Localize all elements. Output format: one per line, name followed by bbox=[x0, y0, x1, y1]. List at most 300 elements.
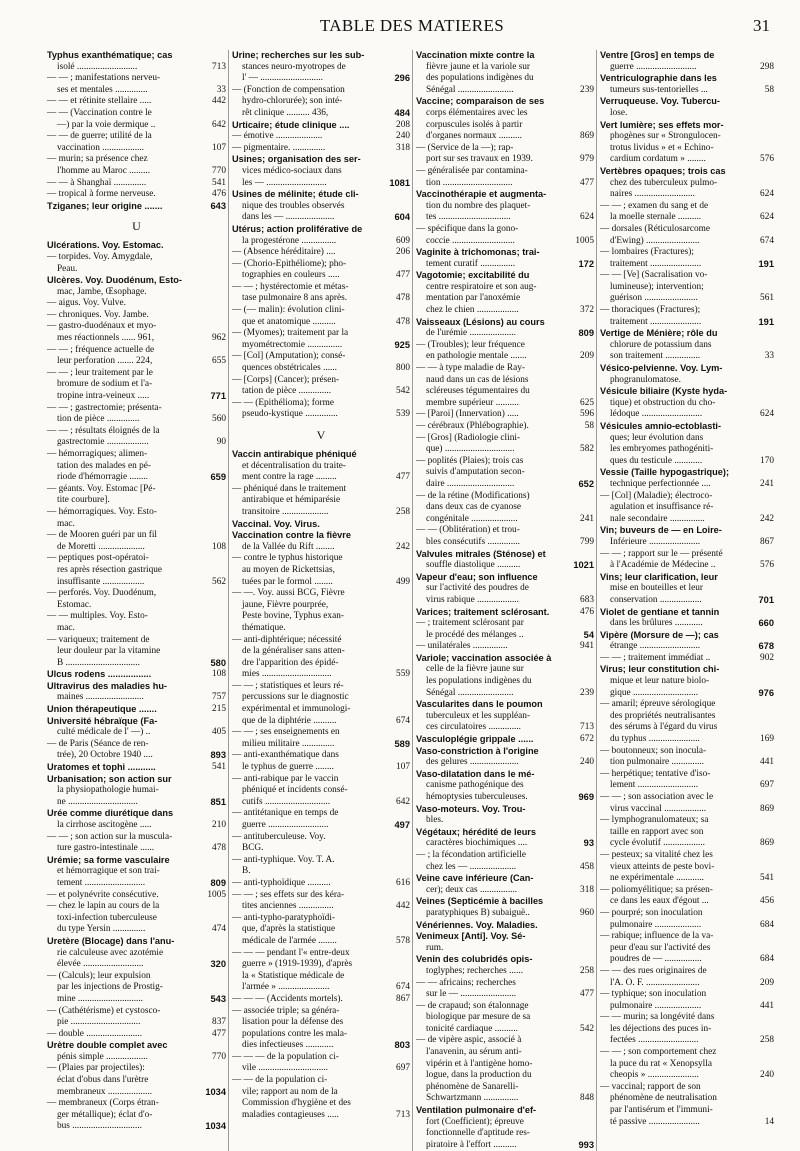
index-entry bbox=[232, 843, 410, 855]
index-entry bbox=[416, 966, 594, 978]
index-entry bbox=[600, 1070, 774, 1082]
index-entry bbox=[232, 409, 410, 421]
entry-text: d'organes normaux .......... bbox=[426, 131, 523, 142]
entry-text: taille en rapport avec son bbox=[610, 826, 704, 837]
entry-page-ref: 683 bbox=[580, 594, 594, 605]
entry-page-ref: 191 bbox=[758, 258, 774, 269]
entry-text: Valvules mitrales (Sténose) et bbox=[416, 548, 546, 559]
index-entry bbox=[416, 73, 594, 85]
entry-text: dies infectieuses ............ bbox=[242, 1040, 334, 1051]
index-entry bbox=[47, 62, 226, 74]
entry-text: technique perfectionnée .... bbox=[610, 478, 711, 489]
entry-page-ref: 241 bbox=[580, 513, 594, 524]
index-entry bbox=[232, 143, 410, 155]
index-entry bbox=[232, 305, 410, 317]
entry-text: tation de pièce .............. bbox=[242, 386, 332, 397]
index-entry bbox=[600, 838, 774, 850]
index-entry bbox=[600, 305, 774, 317]
entry-text: — (Service de la —); rap- bbox=[416, 142, 514, 153]
index-entry bbox=[47, 1075, 226, 1087]
index-entry bbox=[47, 924, 226, 936]
entry-page-ref: 1021 bbox=[573, 560, 594, 571]
entry-page-ref: 674 bbox=[396, 982, 410, 993]
entry-text: — — murin; sa longévité dans bbox=[600, 1012, 715, 1023]
index-entry bbox=[47, 901, 226, 913]
entry-text: dans les brûlures ............ bbox=[610, 618, 703, 629]
entry-text: fonctionnelle d'aptitude res- bbox=[426, 1128, 530, 1139]
index-entry bbox=[232, 797, 410, 809]
index-entry bbox=[600, 653, 774, 665]
index-entry bbox=[47, 843, 226, 855]
entry-text: ques; leur évolution dans bbox=[610, 432, 704, 443]
index-entry bbox=[232, 959, 410, 971]
entry-text: — perforés. Voy. Duodénum, bbox=[47, 588, 157, 599]
entry-text: Sénégal ........................ bbox=[426, 687, 514, 698]
index-entry bbox=[600, 780, 774, 792]
index-entry bbox=[600, 375, 774, 387]
index-entry bbox=[232, 658, 410, 670]
entry-page-ref: 642 bbox=[396, 796, 410, 807]
entry-text: Vasculoplégie grippale ...... bbox=[416, 734, 534, 745]
index-entry bbox=[47, 1063, 226, 1075]
entry-text: que, d'après la statistique bbox=[242, 924, 336, 935]
entry-text: — phéniqué dans le traitement bbox=[232, 483, 347, 494]
entry-text: — de vipère aspic, associé à bbox=[416, 1035, 522, 1046]
entry-text: gastrectomie .................. bbox=[57, 437, 149, 448]
entry-page-ref: 477 bbox=[580, 177, 594, 188]
index-entry bbox=[232, 375, 410, 387]
entry-page-ref: 258 bbox=[396, 506, 410, 517]
entry-text: guerre » (1919-1939), d'après bbox=[242, 959, 353, 970]
entry-text: l'armée » ...................... bbox=[242, 982, 330, 993]
entry-text: mes réactionnels ...... 961, bbox=[57, 333, 155, 344]
entry-page-ref: 684 bbox=[760, 954, 774, 965]
entry-page-ref: 405 bbox=[212, 727, 226, 738]
entry-page-ref: 589 bbox=[394, 738, 410, 749]
index-entry bbox=[47, 275, 226, 287]
entry-text: ques du testicule ............ bbox=[610, 455, 703, 466]
entry-text: d'Ewing) ....................... bbox=[610, 235, 700, 246]
entry-text: — variqueux; traitement de bbox=[47, 634, 150, 645]
index-entry bbox=[232, 236, 410, 248]
entry-text: membre supérieur .......... bbox=[426, 397, 519, 408]
entry-text: Vascularites dans le poumon bbox=[416, 699, 543, 710]
index-entry bbox=[232, 201, 410, 213]
index-entry bbox=[47, 982, 226, 994]
entry-page-ref: 474 bbox=[212, 924, 226, 935]
entry-text: — [Gros] (Radiologie clini- bbox=[416, 432, 521, 443]
index-entry bbox=[47, 797, 226, 809]
entry-text: fectées .......................... bbox=[610, 1035, 699, 1046]
entry-text: lisation pour la défense des bbox=[242, 1017, 344, 1028]
entry-text: chez le chien .................. bbox=[426, 305, 519, 316]
index-entry bbox=[232, 386, 410, 398]
entry-page-ref: 240 bbox=[580, 757, 594, 768]
entry-page-ref: 477 bbox=[212, 1028, 226, 1039]
index-entry bbox=[416, 398, 594, 410]
entry-page-ref: 869 bbox=[760, 803, 774, 814]
index-entry bbox=[600, 444, 774, 456]
entry-page-ref: 561 bbox=[760, 293, 774, 304]
entry-text: ment contre la rage ......... bbox=[242, 472, 337, 483]
index-entry bbox=[416, 247, 594, 259]
entry-text: —) par la voie dermique .. bbox=[57, 119, 156, 130]
entry-text: Vaginite à trichomonas; trai- bbox=[416, 247, 540, 258]
index-entry bbox=[600, 827, 774, 839]
entry-text: phénomène de neutralisation bbox=[610, 1093, 717, 1104]
entry-page-ref: 851 bbox=[210, 796, 226, 807]
entry-page-ref: 542 bbox=[396, 386, 410, 397]
index-entry bbox=[416, 421, 594, 433]
index-entry bbox=[600, 166, 774, 178]
entry-page-ref: 239 bbox=[580, 687, 594, 698]
entry-text: logue, dans la production du bbox=[426, 1070, 532, 1081]
entry-text: Veine cave inférieure (Can- bbox=[416, 873, 534, 884]
index-entry bbox=[416, 305, 594, 317]
index-entry bbox=[416, 1059, 594, 1071]
index-entry bbox=[600, 954, 774, 966]
index-entry bbox=[47, 426, 226, 438]
entry-page-ref: 757 bbox=[212, 692, 226, 703]
index-entry bbox=[47, 878, 226, 890]
entry-text: té passive ...................... bbox=[610, 1116, 700, 1127]
index-entry bbox=[416, 259, 594, 271]
entry-text: — lombaires (Fractures); bbox=[600, 247, 694, 258]
index-entry bbox=[232, 692, 410, 704]
entry-text: Vertige de Ménière; rôle du bbox=[600, 328, 718, 339]
index-entry bbox=[232, 495, 410, 507]
entry-text: — [Corps] (Cancer); présen- bbox=[232, 374, 340, 385]
entry-text: Vaso-constriction à l'origine bbox=[416, 745, 539, 756]
entry-text: canisme pathogénique des bbox=[426, 780, 524, 791]
index-entry bbox=[416, 595, 594, 607]
entry-page-ref: 902 bbox=[760, 652, 774, 663]
index-entry bbox=[416, 792, 594, 804]
index-entry bbox=[600, 386, 774, 398]
index-entry bbox=[47, 936, 226, 948]
entry-text: Peste bovine, Typhus exan- bbox=[242, 611, 344, 622]
index-entry bbox=[232, 259, 410, 271]
entry-text: hémoptysies tuberculeuses. bbox=[426, 792, 528, 802]
index-entry bbox=[47, 1110, 226, 1122]
entry-page-ref: 372 bbox=[580, 305, 594, 316]
entry-text: Vaccin antirabique phéniqué bbox=[232, 449, 357, 459]
entry-text: — peptiques post-opératoi- bbox=[47, 553, 149, 564]
index-entry bbox=[600, 572, 774, 584]
index-entry bbox=[600, 1024, 774, 1036]
entry-text: sur le — ........................ bbox=[426, 989, 517, 1000]
entry-text: toglyphes; recherches ...... bbox=[426, 965, 524, 976]
index-entry bbox=[47, 646, 226, 658]
entry-text: — — — (Accidents mortels). bbox=[232, 993, 343, 1004]
index-entry bbox=[416, 989, 594, 1001]
entry-text: — pourpré; son inoculation bbox=[600, 907, 703, 918]
index-entry bbox=[47, 484, 226, 496]
entry-page-ref: 539 bbox=[396, 409, 410, 420]
index-entry bbox=[600, 421, 774, 433]
entry-page-ref: 624 bbox=[760, 409, 774, 420]
entry-text: — hémorragiques; alimen- bbox=[47, 449, 148, 459]
entry-text: Typhus exanthématique; cas bbox=[47, 50, 173, 60]
index-entry bbox=[416, 525, 594, 537]
index-entry bbox=[600, 641, 774, 653]
entry-text: cardium cordatum » ........ bbox=[610, 154, 706, 165]
index-entry bbox=[416, 514, 594, 526]
entry-text: ger métallique); éclat d'o- bbox=[57, 1109, 153, 1120]
index-entry bbox=[47, 120, 226, 132]
entry-text: que de la diphtérie .......... bbox=[242, 715, 337, 726]
entry-text: tion de pièce .............. bbox=[57, 414, 140, 425]
entry-text: — anti-exanthématique dans bbox=[232, 750, 339, 761]
entry-page-ref: 242 bbox=[396, 541, 410, 552]
index-entry bbox=[47, 391, 226, 403]
entry-text: — généralisée par contamina- bbox=[416, 165, 528, 176]
index-entry bbox=[600, 908, 774, 920]
index-entry bbox=[600, 1117, 774, 1129]
index-entry bbox=[232, 363, 410, 375]
index-entry bbox=[600, 815, 774, 827]
index-entry bbox=[416, 537, 594, 549]
index-entry bbox=[47, 669, 226, 681]
entry-text: Usines; organisation des ser- bbox=[232, 154, 361, 165]
entry-text: tumeurs sus-tentorielles ... bbox=[610, 84, 708, 95]
entry-text: Schwartzmann ............... bbox=[426, 1093, 519, 1104]
index-entry bbox=[416, 954, 594, 966]
entry-text: lement .......................... bbox=[610, 780, 699, 791]
index-entry bbox=[416, 1093, 594, 1105]
entry-page-ref: 867 bbox=[760, 536, 774, 547]
index-entry bbox=[600, 618, 774, 630]
entry-text: agulation et insuffisance ré- bbox=[610, 502, 714, 513]
entry-text: son traitement ............... bbox=[610, 351, 701, 362]
entry-page-ref: 652 bbox=[578, 478, 594, 489]
entry-page-ref: 93 bbox=[583, 838, 594, 849]
index-entry bbox=[600, 722, 774, 734]
entry-text: — antituberculeuse. Voy. bbox=[232, 831, 326, 842]
index-entry bbox=[600, 549, 774, 561]
index-entry bbox=[416, 1140, 594, 1151]
index-entry bbox=[47, 519, 226, 531]
entry-text: Urètre double complet avec bbox=[47, 1040, 168, 1051]
entry-text: — pesteux; sa vitalité chez les bbox=[600, 849, 713, 860]
index-entry bbox=[416, 166, 594, 178]
index-entry bbox=[47, 832, 226, 844]
entry-page-ref: 713 bbox=[580, 722, 594, 733]
index-entry bbox=[47, 727, 226, 739]
entry-page-ref: 1034 bbox=[205, 1121, 226, 1132]
entry-text: — géants. Voy. Estomac [Pé- bbox=[47, 483, 156, 494]
page-header bbox=[44, 14, 780, 40]
index-entry bbox=[232, 1006, 410, 1018]
entry-text: — anti-typho-paratyphoïdi- bbox=[232, 912, 336, 923]
index-entry bbox=[232, 120, 410, 132]
entry-page-ref: 674 bbox=[396, 715, 410, 726]
entry-page-ref: 541 bbox=[760, 873, 774, 884]
index-entry bbox=[600, 50, 774, 62]
entry-page-ref: 1005 bbox=[575, 235, 594, 246]
entry-text: — — et rétinite stellaire ..... bbox=[47, 96, 152, 107]
index-entry bbox=[600, 1035, 774, 1047]
index-entry bbox=[600, 873, 774, 885]
index-entry bbox=[47, 345, 226, 357]
index-entry bbox=[232, 936, 410, 948]
entry-text: Urine; recherches sur les sub- bbox=[232, 50, 365, 60]
entry-text: Verruqueuse. Voy. Tubercu- bbox=[600, 96, 720, 107]
entry-page-ref: 499 bbox=[396, 576, 410, 587]
index-entry bbox=[47, 808, 226, 820]
entry-page-ref: 33 bbox=[216, 84, 226, 95]
index-entry bbox=[232, 472, 410, 484]
entry-text: Vaccination contre la fièvre bbox=[232, 530, 351, 541]
index-entry bbox=[416, 1047, 594, 1059]
entry-page-ref: 215 bbox=[212, 704, 226, 715]
entry-text: nique des troubles observés bbox=[242, 200, 345, 211]
entry-text: Estomac. bbox=[57, 599, 92, 610]
index-entry bbox=[232, 1029, 410, 1041]
entry-text: la puce du rat « Xenopsylla bbox=[610, 1058, 712, 1069]
index-entry bbox=[47, 321, 226, 333]
entry-text: la progestérone ............... bbox=[242, 235, 337, 246]
index-entry bbox=[232, 913, 410, 925]
index-column-3 bbox=[412, 50, 596, 1151]
index-entry bbox=[416, 1001, 594, 1013]
entry-text: Ulcères. Voy. Duodénum, Esto- bbox=[47, 275, 182, 286]
entry-text: bus .............................. bbox=[57, 1121, 142, 1132]
index-entry bbox=[47, 252, 226, 264]
entry-text: — (Plaies par projectiles): bbox=[47, 1063, 145, 1074]
entry-text: — (Cathétérisme) et cystosco- bbox=[47, 1005, 161, 1016]
index-entry bbox=[416, 317, 594, 329]
index-entry bbox=[47, 635, 226, 647]
entry-text: — — ; son comportement chez bbox=[600, 1047, 717, 1058]
entry-text: Université hébraïque (Fa- bbox=[47, 715, 158, 726]
entry-text: Vagotomie; excitabilité du bbox=[416, 270, 530, 281]
entry-text: Veines (Septicémie à bacilles bbox=[416, 896, 544, 907]
entry-page-ref: 642 bbox=[212, 119, 226, 130]
entry-text: fort (Coefficient); épreuve bbox=[426, 1116, 524, 1127]
entry-text: hydro-chlorurée); son inté- bbox=[242, 96, 343, 107]
index-entry bbox=[600, 433, 774, 445]
entry-text: — — [Ve] (Sacralisation vo- bbox=[600, 270, 708, 281]
entry-text: mise en bouteilles et leur bbox=[610, 583, 703, 594]
entry-page-ref: 14 bbox=[764, 1116, 774, 1127]
entry-text: — — ; fréquence actuelle de bbox=[47, 344, 155, 355]
index-entry bbox=[47, 750, 226, 762]
index-entry bbox=[416, 502, 594, 514]
index-entry bbox=[416, 108, 594, 120]
entry-text: — — de la population ci- bbox=[232, 1075, 328, 1086]
index-entry bbox=[47, 658, 226, 670]
entry-text: Ulcus rodens ................. bbox=[47, 669, 152, 680]
index-entry bbox=[416, 815, 594, 827]
index-entry bbox=[232, 716, 410, 728]
entry-text: mine ............................ bbox=[57, 993, 143, 1004]
entry-text: Vert lumière; ses effets mor- bbox=[600, 119, 724, 130]
entry-text: l'anavenin, au sérum anti- bbox=[426, 1047, 522, 1058]
entry-text: Vapeur d'eau; son influence bbox=[416, 571, 538, 582]
entry-text: — — ; traitement immédiat .. bbox=[600, 652, 711, 663]
entry-text: — émotive .................... bbox=[232, 131, 323, 142]
entry-page-ref: 576 bbox=[760, 560, 774, 571]
entry-text: Vénériennes. Voy. Maladies. bbox=[416, 919, 538, 930]
index-entry bbox=[600, 1093, 774, 1105]
entry-page-ref: 809 bbox=[578, 328, 594, 339]
page-title: TABLE DES MATIERES bbox=[319, 16, 505, 35]
index-entry bbox=[232, 739, 410, 751]
index-entry bbox=[232, 224, 410, 236]
entry-text: des gelures ..................... bbox=[426, 757, 519, 768]
index-entry bbox=[416, 85, 594, 97]
entry-text: populations contre les mala- bbox=[242, 1028, 348, 1039]
entry-page-ref: 1034 bbox=[205, 1086, 226, 1097]
entry-page-ref: 543 bbox=[210, 993, 226, 1004]
index-entry bbox=[600, 398, 774, 410]
entry-text: en pathologie mentale ....... bbox=[426, 351, 527, 362]
entry-text: rêt clinique .......... 436, bbox=[242, 107, 329, 118]
index-entry bbox=[232, 600, 410, 612]
entry-text: les déjections des puces in- bbox=[610, 1023, 712, 1034]
entry-text: Variole; vaccination associée à bbox=[416, 652, 552, 663]
entry-text: — — (Epithélioma); forme bbox=[232, 397, 334, 408]
entry-page-ref: 497 bbox=[394, 820, 410, 830]
entry-text: Vertèbres opaques; trois cas bbox=[600, 165, 726, 176]
index-entry bbox=[600, 131, 774, 143]
entry-text: le procédé des mélanges .. bbox=[426, 629, 524, 640]
index-entry bbox=[232, 1017, 410, 1029]
entry-text: — — ; rapport sur le — présenté bbox=[600, 548, 723, 559]
index-entry bbox=[416, 456, 594, 468]
entry-page-ref: 799 bbox=[580, 536, 594, 547]
entry-text: Virus; leur constitution chi- bbox=[600, 664, 720, 675]
entry-text: les populations indigènes du bbox=[426, 676, 532, 687]
entry-text: l'A. O. F. ....................... bbox=[610, 977, 700, 988]
entry-page-ref: 655 bbox=[212, 356, 226, 367]
index-entry bbox=[600, 502, 774, 514]
index-entry bbox=[232, 727, 410, 739]
index-entry bbox=[232, 635, 410, 647]
entry-page-ref: 576 bbox=[760, 154, 774, 165]
entry-text: — — à Shanghaï .............. bbox=[47, 177, 147, 188]
entry-text: des populations indigènes du bbox=[426, 73, 534, 84]
entry-page-ref: 242 bbox=[760, 513, 774, 524]
index-entry bbox=[47, 1017, 226, 1029]
index-entry bbox=[47, 154, 226, 166]
entry-text: lose. bbox=[610, 107, 628, 118]
entry-text: bles consécutifs .............. bbox=[426, 536, 520, 547]
entry-page-ref: 484 bbox=[394, 107, 410, 118]
entry-text: pulmonaire .................... bbox=[610, 1000, 702, 1011]
index-entry bbox=[600, 1047, 774, 1059]
index-entry bbox=[47, 553, 226, 565]
index-entry bbox=[47, 948, 226, 960]
index-entry bbox=[600, 920, 774, 932]
entry-text: mac. bbox=[57, 622, 75, 633]
entry-text: Varices; traitement sclérosant. bbox=[416, 606, 550, 617]
entry-text: trotus lividus » et « Echino- bbox=[610, 142, 714, 153]
entry-text: — dorsales (Réticulosarcome bbox=[600, 223, 710, 234]
entry-page-ref: 456 bbox=[760, 896, 774, 907]
index-entry bbox=[416, 96, 594, 108]
entry-text: que et anatomique .......... bbox=[242, 316, 336, 327]
entry-text: coccie ........................... bbox=[426, 235, 515, 246]
index-entry bbox=[416, 664, 594, 676]
entry-text: maines ......................... bbox=[57, 692, 144, 703]
index-entry bbox=[232, 669, 410, 681]
index-entry bbox=[600, 491, 774, 503]
index-entry bbox=[47, 530, 226, 542]
entry-text: Vaccination mixte contre la bbox=[416, 50, 535, 60]
index-entry bbox=[232, 971, 410, 983]
